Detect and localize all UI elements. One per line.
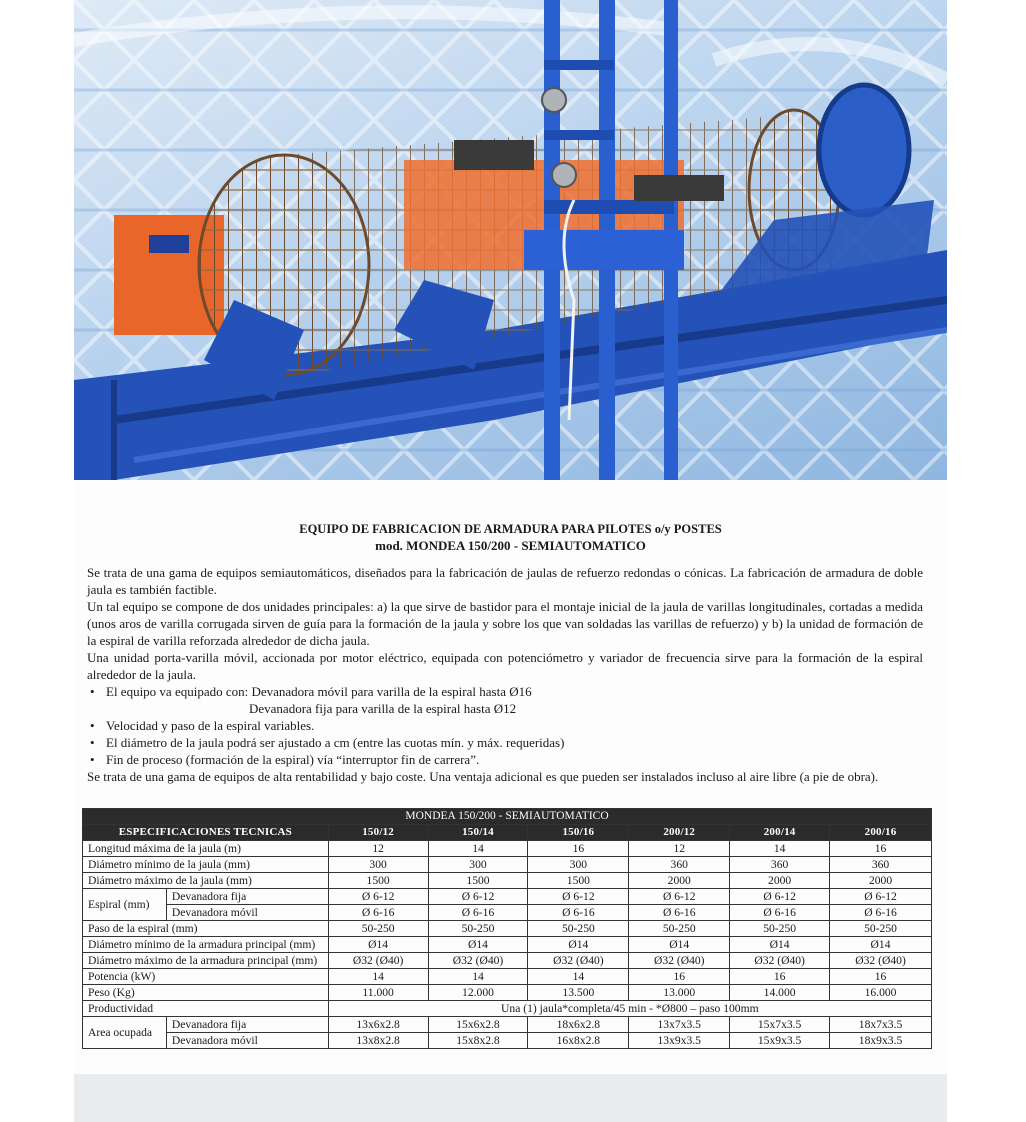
table-cell: 14: [428, 841, 528, 857]
row-label: Diámetro mínimo de la armadura principal (mm): [83, 937, 329, 953]
table-cell: Ø 6-16: [629, 905, 730, 921]
table-cell: Ø32 (Ø40): [428, 953, 528, 969]
table-cell: Ø 6-12: [528, 889, 629, 905]
table-cell: 13.500: [528, 985, 629, 1001]
table-cell: Ø14: [428, 937, 528, 953]
list-item: • El equipo va equipado con: Devanadora móvil para varilla de la espiral hasta Ø16: [87, 683, 923, 700]
table-cell: 15x6x2.8: [428, 1017, 528, 1033]
row-label: Diámetro máximo de la jaula (mm): [83, 873, 329, 889]
description-text: [87, 564, 923, 785]
table-cell: 50-250: [629, 921, 730, 937]
document-page: [74, 0, 947, 1122]
table-cell: 13x6x2.8: [328, 1017, 428, 1033]
table-cell: 300: [328, 857, 428, 873]
table-cell: 16x8x2.8: [528, 1033, 629, 1049]
table-row: [83, 953, 932, 969]
table-cell: 2000: [830, 873, 932, 889]
model-header: 200/16: [830, 825, 932, 841]
table-cell: 13x8x2.8: [328, 1033, 428, 1049]
table-cell: 2000: [629, 873, 730, 889]
table-row: [83, 937, 932, 953]
table-cell: 360: [830, 857, 932, 873]
row-label: Productividad: [83, 1001, 329, 1017]
table-cell: Ø32 (Ø40): [629, 953, 730, 969]
table-cell: 360: [730, 857, 830, 873]
table-cell: Ø 6-16: [428, 905, 528, 921]
table-cell: 18x7x3.5: [830, 1017, 932, 1033]
table-row: [83, 985, 932, 1001]
table-cell: 1500: [428, 873, 528, 889]
table-cell: 360: [629, 857, 730, 873]
row-label: Paso de la espiral (mm): [83, 921, 329, 937]
table-cell: 13x9x3.5: [629, 1033, 730, 1049]
row-label: Peso (Kg): [83, 985, 329, 1001]
paragraph: Una unidad porta-varilla móvil, accionada por motor eléctrico, equipada con potenciómetro y variador de frecuencia sirve para la formación de la espiral alrededor de la jaula.: [87, 650, 923, 682]
table-cell: Ø 6-12: [830, 889, 932, 905]
table-cell: Ø 6-16: [730, 905, 830, 921]
page-bottom-margin: [74, 1074, 947, 1122]
document-subtitle: mod. MONDEA 150/200 - SEMIAUTOMATICO: [375, 538, 646, 553]
table-cell: Ø32 (Ø40): [328, 953, 428, 969]
table-row: [83, 1033, 932, 1049]
table-cell: Ø 6-12: [629, 889, 730, 905]
table-cell: Ø32 (Ø40): [830, 953, 932, 969]
table-cell: Ø14: [830, 937, 932, 953]
table-row: [83, 889, 932, 905]
spec-header: ESPECIFICACIONES TECNICAS: [83, 825, 329, 841]
table-cell: 50-250: [830, 921, 932, 937]
table-header-row: [83, 825, 932, 841]
table-cell: 50-250: [428, 921, 528, 937]
table-row: [83, 1001, 932, 1017]
paragraph: Un tal equipo se compone de dos unidades principales: a) la que sirve de bastidor para el montaje inicial de la jaula de varillas longitudinales, cortadas a medida (unos aros de varilla corrugada sirven de guía para la formación de la jaula y sobre los que van soldadas las varillas de refuerzo) y b) la unidad de formación de la espiral de varilla reforzada alrededor de dicha jaula.: [87, 599, 923, 648]
table-cell: 14: [428, 969, 528, 985]
row-label: Devanadora móvil: [166, 1033, 328, 1049]
closing-paragraph: Se trata de una gama de equipos de alta rentabilidad y bajo coste. Una ventaja adicional es que pueden ser instalados incluso al aire libre (a pie de obra).: [87, 769, 879, 784]
table-cell: Ø14: [528, 937, 629, 953]
table-cell: Ø 6-16: [830, 905, 932, 921]
list-item-continuation: Devanadora fija para varilla de la espiral hasta Ø12: [249, 701, 517, 716]
list-item: • Fin de proceso (formación de la espiral) vía “interruptor fin de carrera”.: [87, 751, 923, 768]
table-cell: 16: [830, 969, 932, 985]
table-cell: 50-250: [328, 921, 428, 937]
model-header: 150/12: [328, 825, 428, 841]
model-header: 150/14: [428, 825, 528, 841]
spec-table: [82, 808, 932, 1049]
table-cell: 11.000: [328, 985, 428, 1001]
table-cell: 1500: [328, 873, 428, 889]
table-cell: Ø 6-16: [328, 905, 428, 921]
table-cell: 300: [428, 857, 528, 873]
table-cell: Ø32 (Ø40): [528, 953, 629, 969]
spec-sheet: [74, 480, 947, 1074]
row-label: Devanadora fija: [166, 1017, 328, 1033]
paragraph: Se trata de una gama de equipos semiautomáticos, diseñados para la fabricación de jaulas de refuerzo redondas o cónicas. La fabricación de armadura de doble jaula es también factible.: [87, 565, 923, 597]
table-cell: 15x9x3.5: [730, 1033, 830, 1049]
table-cell: 12.000: [428, 985, 528, 1001]
model-header: 200/12: [629, 825, 730, 841]
table-cell: Ø 6-12: [328, 889, 428, 905]
table-cell: 14.000: [730, 985, 830, 1001]
table-cell: 14: [730, 841, 830, 857]
table-cell: 12: [328, 841, 428, 857]
table-cell: Ø14: [730, 937, 830, 953]
group-label: Espiral (mm): [83, 889, 167, 921]
table-cell: 2000: [730, 873, 830, 889]
table-cell: 1500: [528, 873, 629, 889]
list-item: • Velocidad y paso de la espiral variables.: [87, 717, 923, 734]
table-cell: 50-250: [730, 921, 830, 937]
table-body: [83, 841, 932, 1049]
table-cell: 18x9x3.5: [830, 1033, 932, 1049]
table-cell: 15x8x2.8: [428, 1033, 528, 1049]
table-row: [83, 857, 932, 873]
row-label: Longitud máxima de la jaula (m): [83, 841, 329, 857]
feature-list: [87, 683, 923, 768]
row-label: Devanadora móvil: [166, 905, 328, 921]
table-cell: 300: [528, 857, 629, 873]
group-label: Area ocupada: [83, 1017, 167, 1049]
table-cell: 13x7x3.5: [629, 1017, 730, 1033]
table-caption-row: [83, 809, 932, 825]
table-row: [83, 1017, 932, 1033]
table-cell: Ø 6-12: [730, 889, 830, 905]
table-cell: 50-250: [528, 921, 629, 937]
table-cell: 15x7x3.5: [730, 1017, 830, 1033]
table-cell: 18x6x2.8: [528, 1017, 629, 1033]
table-cell: 14: [328, 969, 428, 985]
table-cell: 14: [528, 969, 629, 985]
table-cell: 12: [629, 841, 730, 857]
table-cell: 16: [528, 841, 629, 857]
table-cell: Ø 6-16: [528, 905, 629, 921]
model-header: 200/14: [730, 825, 830, 841]
table-cell: 16: [730, 969, 830, 985]
document-title: EQUIPO DE FABRICACION DE ARMADURA PARA PILOTES o/y POSTES: [299, 522, 722, 536]
table-row: [83, 921, 932, 937]
list-item: • El diámetro de la jaula podrá ser ajustado a cm (entre las cuotas mín. y máx. requeridas): [87, 734, 923, 751]
machine-photo: [74, 0, 947, 480]
cage-machine-illustration: [74, 0, 947, 480]
productividad-value: Una (1) jaula*completa/45 min - *Ø800 – paso 100mm: [328, 1001, 931, 1017]
table-cell: 13.000: [629, 985, 730, 1001]
row-label: Diámetro máximo de la armadura principal (mm): [83, 953, 329, 969]
table-row: [83, 969, 932, 985]
table-cell: Ø 6-12: [428, 889, 528, 905]
table-cell: 16.000: [830, 985, 932, 1001]
table-cell: Ø32 (Ø40): [730, 953, 830, 969]
table-caption: MONDEA 150/200 - SEMIAUTOMATICO: [83, 809, 932, 825]
table-cell: 16: [629, 969, 730, 985]
table-row: [83, 841, 932, 857]
table-cell: Ø14: [328, 937, 428, 953]
table-cell: Ø14: [629, 937, 730, 953]
table-row: [83, 905, 932, 921]
table-cell: 16: [830, 841, 932, 857]
row-label: Devanadora fija: [166, 889, 328, 905]
model-header: 150/16: [528, 825, 629, 841]
row-label: Diámetro mínimo de la jaula (mm): [83, 857, 329, 873]
table-row: [83, 873, 932, 889]
row-label: Potencia (kW): [83, 969, 329, 985]
